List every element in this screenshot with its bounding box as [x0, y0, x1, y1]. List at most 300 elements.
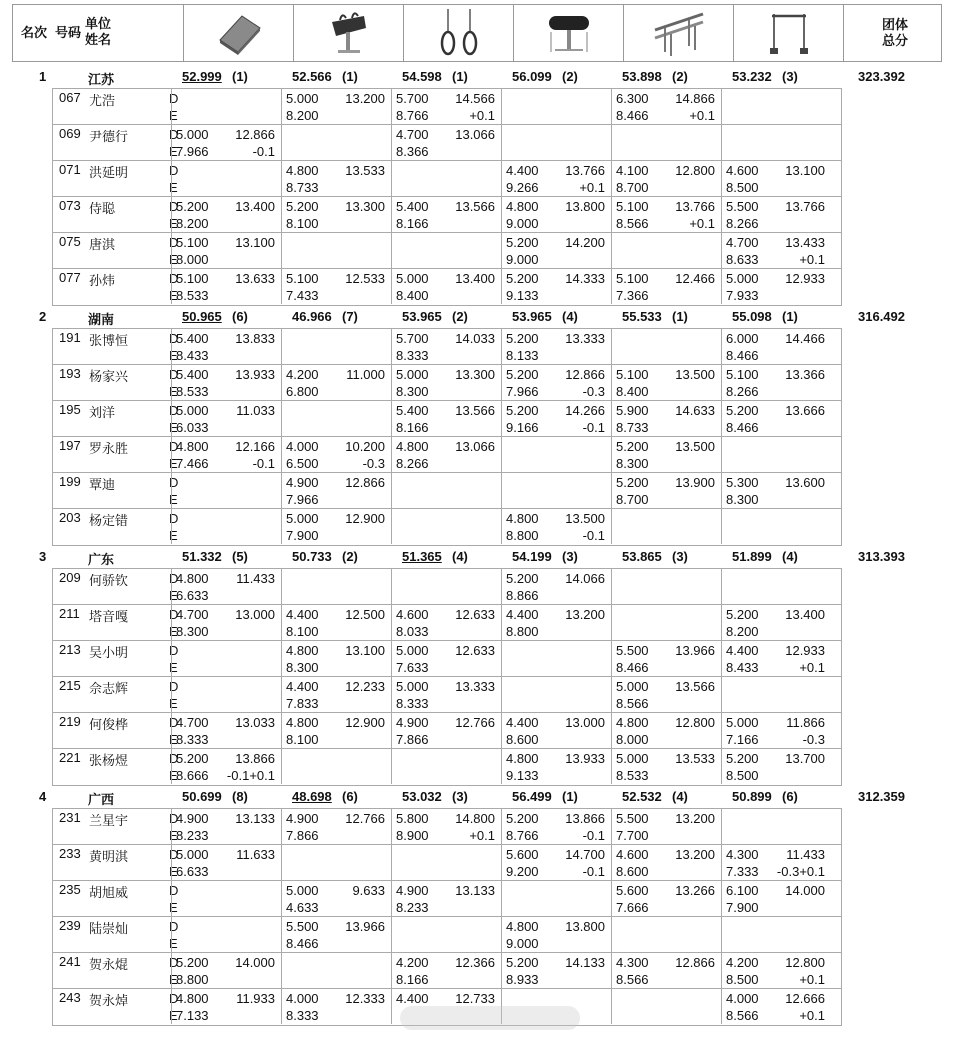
athlete-name: 塔音嘎	[89, 609, 129, 624]
e-score: 8.566	[616, 216, 649, 231]
d-score: 5.100	[616, 271, 649, 286]
total-score: 13.600	[785, 475, 825, 490]
team-apparatus-rank: (2)	[672, 69, 688, 84]
e-label: E	[169, 696, 178, 711]
score-cell	[721, 401, 831, 436]
total-score: 13.100	[785, 163, 825, 178]
score-cell	[391, 401, 501, 436]
d-score: 5.100	[286, 271, 319, 286]
score-cell	[391, 641, 501, 676]
d-score: 5.000	[396, 679, 429, 694]
total-score: 12.500	[345, 607, 385, 622]
team-apparatus-rank: (1)	[782, 309, 798, 324]
d-score: 5.500	[616, 811, 649, 826]
e-score: 8.233	[396, 900, 429, 915]
e-score: 8.300	[286, 660, 319, 675]
athlete-number: 215	[59, 678, 81, 693]
e-score: 4.633	[286, 900, 319, 915]
e-label: E	[169, 108, 178, 123]
e-label: E	[169, 588, 178, 603]
e-label: E	[169, 420, 178, 435]
score-cell	[501, 161, 611, 196]
total-score: 13.966	[675, 643, 715, 658]
score-cell	[171, 197, 281, 232]
d-score: 5.200	[506, 955, 539, 970]
total-score: 12.366	[455, 955, 495, 970]
table-header	[12, 4, 942, 62]
d-score: 5.500	[726, 199, 759, 214]
e-score: 7.833	[286, 696, 319, 711]
total-score: 12.466	[675, 271, 715, 286]
d-score: 4.900	[396, 883, 429, 898]
athlete-row	[53, 881, 841, 917]
e-score: 8.766	[506, 828, 539, 843]
d-score: 4.400	[286, 607, 319, 622]
total-score: 13.766	[565, 163, 605, 178]
d-label: D	[169, 607, 179, 622]
d-label: D	[169, 163, 179, 178]
d-score: 4.900	[286, 475, 319, 490]
e-score: 8.666	[176, 768, 209, 783]
score-cell	[501, 713, 611, 748]
score-cell	[721, 881, 831, 916]
total-score: 13.833	[235, 331, 275, 346]
d-score: 5.000	[616, 679, 649, 694]
total-score: 12.766	[345, 811, 385, 826]
athlete-name: 张博恒	[89, 333, 129, 348]
e-score: 6.033	[176, 420, 209, 435]
total-score: 14.200	[565, 235, 605, 250]
total-score: 13.500	[565, 511, 605, 526]
team-apparatus-rank: (5)	[232, 549, 248, 564]
athlete-number: 191	[59, 330, 81, 345]
total-score: 13.800	[565, 199, 605, 214]
d-score: 4.000	[286, 991, 319, 1006]
e-score: 8.333	[396, 348, 429, 363]
athlete-name: 杨家兴	[89, 369, 129, 384]
total-score: 14.000	[785, 883, 825, 898]
e-label: E	[169, 492, 178, 507]
score-cell	[721, 605, 831, 640]
e-label: E	[169, 288, 178, 303]
total-score: 12.633	[455, 607, 495, 622]
e-score: 8.100	[286, 732, 319, 747]
d-score: 4.700	[176, 607, 209, 622]
team-apparatus-score: 53.865	[622, 549, 662, 564]
score-cell	[721, 749, 831, 784]
d-score: 5.700	[396, 331, 429, 346]
d-score: 4.700	[396, 127, 429, 142]
team-apparatus-rank: (2)	[452, 309, 468, 324]
total-score: 13.700	[785, 751, 825, 766]
score-cell	[281, 125, 391, 160]
athlete-block	[52, 568, 842, 786]
athlete-row	[53, 233, 841, 269]
score-cell	[611, 845, 721, 880]
e-score: 8.200	[286, 108, 319, 123]
team-row	[12, 308, 942, 326]
bonus-score: -0.3+0.1	[776, 864, 825, 879]
score-cell	[391, 125, 501, 160]
athlete-row	[53, 749, 841, 785]
athlete-row	[53, 125, 841, 161]
athlete-name: 唐淇	[89, 237, 116, 252]
score-cell	[171, 713, 281, 748]
score-cell	[281, 845, 391, 880]
d-score: 6.300	[616, 91, 649, 106]
team-apparatus-score: 52.999	[182, 69, 222, 84]
athlete-number: 203	[59, 510, 81, 525]
athlete-block	[52, 808, 842, 1026]
score-cell	[611, 269, 721, 304]
score-cell	[721, 677, 831, 712]
d-score: 4.800	[506, 511, 539, 526]
total-score: 14.033	[455, 331, 495, 346]
team-total-header	[843, 5, 943, 61]
d-label: D	[169, 331, 179, 346]
team-apparatus-score: 51.899	[732, 549, 772, 564]
score-cell	[391, 233, 501, 268]
e-score: 8.266	[726, 384, 759, 399]
d-score: 6.100	[726, 883, 759, 898]
total-score: 11.633	[236, 847, 275, 862]
d-score: 4.600	[726, 163, 759, 178]
e-label: E	[169, 864, 178, 879]
e-score: 8.300	[616, 456, 649, 471]
athlete-row	[53, 161, 841, 197]
d-label: D	[169, 751, 179, 766]
total-score: 13.033	[235, 715, 275, 730]
d-score: 5.900	[616, 403, 649, 418]
score-cell	[721, 569, 831, 604]
total-score: 13.400	[235, 199, 275, 214]
score-cell	[281, 473, 391, 508]
score-cell	[171, 569, 281, 604]
e-label: E	[169, 828, 178, 843]
score-cell	[171, 677, 281, 712]
team-total-score: 316.492	[858, 309, 905, 324]
floor-header	[183, 5, 293, 61]
total-score: 13.933	[235, 367, 275, 382]
score-cell	[611, 989, 721, 1024]
e-score: 6.633	[176, 864, 209, 879]
score-cell	[721, 845, 831, 880]
athlete-number: 235	[59, 882, 81, 897]
d-score: 4.800	[176, 571, 209, 586]
d-label: D	[169, 127, 179, 142]
total-score: 13.066	[455, 127, 495, 142]
e-label: E	[169, 384, 178, 399]
athlete-row	[53, 365, 841, 401]
d-score: 5.000	[726, 715, 759, 730]
team-apparatus-rank: (2)	[562, 69, 578, 84]
athlete-row	[53, 401, 841, 437]
score-cell	[281, 809, 391, 844]
team-apparatus-score: 50.965	[182, 309, 222, 324]
score-cell	[281, 197, 391, 232]
d-label: D	[169, 991, 179, 1006]
bonus-score: +0.1	[689, 108, 715, 123]
athlete-number: 231	[59, 810, 81, 825]
e-score: 8.800	[506, 624, 539, 639]
d-score: 5.500	[616, 643, 649, 658]
bonus-score: -0.1	[252, 456, 275, 471]
bonus-score: -0.1	[252, 144, 275, 159]
team-apparatus-score: 50.899	[732, 789, 772, 804]
team-apparatus-score: 53.232	[732, 69, 772, 84]
total-score: 12.900	[345, 715, 385, 730]
athlete-name: 贺永焯	[89, 993, 129, 1008]
score-cell	[281, 641, 391, 676]
d-label: D	[169, 847, 179, 862]
team-rank: 4	[39, 789, 47, 804]
e-score: 8.266	[396, 456, 429, 471]
score-cell	[281, 161, 391, 196]
score-cell	[501, 437, 611, 472]
rank-header: 名次	[21, 25, 48, 40]
athlete-number: 077	[59, 270, 81, 285]
d-score: 5.000	[176, 847, 209, 862]
e-score: 8.766	[396, 108, 429, 123]
total-score: 11.933	[236, 991, 275, 1006]
d-label: D	[169, 367, 179, 382]
athlete-name: 尹德行	[89, 129, 129, 144]
d-score: 5.200	[506, 271, 539, 286]
athlete-row	[53, 641, 841, 677]
score-cell	[171, 125, 281, 160]
score-cell	[281, 677, 391, 712]
team-rank: 2	[39, 309, 47, 324]
total-score: 13.000	[565, 715, 605, 730]
d-score: 5.200	[506, 403, 539, 418]
score-cell	[611, 329, 721, 364]
score-cell	[281, 269, 391, 304]
team-apparatus-rank: (6)	[232, 309, 248, 324]
team-apparatus-rank: (6)	[782, 789, 798, 804]
e-score: 7.900	[286, 528, 319, 543]
e-score: 8.500	[726, 180, 759, 195]
total-score: 13.133	[455, 883, 495, 898]
total-score: 13.800	[565, 919, 605, 934]
athlete-row	[53, 677, 841, 713]
athlete-row	[53, 953, 841, 989]
e-score: 8.733	[616, 420, 649, 435]
bonus-score: -0.3	[802, 732, 825, 747]
athlete-number: 241	[59, 954, 81, 969]
e-score: 8.333	[396, 696, 429, 711]
team-name: 江苏	[88, 72, 115, 87]
e-score: 8.433	[176, 348, 209, 363]
score-cell	[501, 749, 611, 784]
d-score: 5.300	[726, 475, 759, 490]
team-apparatus-rank: (3)	[452, 789, 468, 804]
e-score: 9.000	[506, 216, 539, 231]
total-score: 13.533	[675, 751, 715, 766]
bonus-score: +0.1	[579, 180, 605, 195]
athlete-row	[53, 509, 841, 545]
total-score: 13.633	[235, 271, 275, 286]
e-score: 8.133	[506, 348, 539, 363]
d-score: 4.800	[176, 991, 209, 1006]
e-score: 7.866	[396, 732, 429, 747]
score-cell	[501, 473, 611, 508]
team-row	[12, 548, 942, 566]
team-apparatus-rank: (3)	[672, 549, 688, 564]
total-score: 13.766	[785, 199, 825, 214]
total-score: 14.000	[235, 955, 275, 970]
d-score: 4.600	[616, 847, 649, 862]
athlete-number: 239	[59, 918, 81, 933]
score-cell	[281, 953, 391, 988]
total-score: 13.100	[235, 235, 275, 250]
d-score: 4.600	[396, 607, 429, 622]
score-cell	[391, 953, 501, 988]
total-score: 12.866	[675, 955, 715, 970]
d-score: 5.200	[726, 403, 759, 418]
d-score: 4.400	[506, 163, 539, 178]
d-score: 5.000	[396, 367, 429, 382]
d-score: 5.200	[616, 439, 649, 454]
team-total-score: 323.392	[858, 69, 905, 84]
d-score: 5.100	[616, 199, 649, 214]
e-score: 8.500	[726, 768, 759, 783]
name-header: 姓名	[85, 32, 112, 47]
bonus-score: +0.1	[469, 828, 495, 843]
d-score: 4.800	[396, 439, 429, 454]
score-cell	[611, 401, 721, 436]
d-score: 4.800	[286, 715, 319, 730]
team-rank: 1	[39, 69, 47, 84]
floor-icon	[214, 10, 264, 56]
team-apparatus-rank: (3)	[562, 549, 578, 564]
e-score: 8.466	[286, 936, 319, 951]
score-cell	[611, 677, 721, 712]
team-apparatus-score: 50.733	[292, 549, 332, 564]
total-score: 13.200	[675, 847, 715, 862]
total-score: 13.300	[455, 367, 495, 382]
athlete-number: 073	[59, 198, 81, 213]
d-label: D	[169, 403, 179, 418]
e-score: 6.500	[286, 456, 319, 471]
e-score: 7.900	[726, 900, 759, 915]
total-score: 14.633	[675, 403, 715, 418]
d-label: D	[169, 475, 179, 490]
score-cell	[281, 233, 391, 268]
d-score: 6.000	[726, 331, 759, 346]
score-cell	[611, 473, 721, 508]
d-label: D	[169, 271, 179, 286]
score-cell	[171, 437, 281, 472]
total-score: 11.433	[236, 571, 275, 586]
score-cell	[611, 233, 721, 268]
d-score: 5.200	[506, 331, 539, 346]
athlete-name: 何俊桦	[89, 717, 129, 732]
athlete-name: 罗永胜	[89, 441, 129, 456]
athlete-number: 071	[59, 162, 81, 177]
total-score: 14.333	[565, 271, 605, 286]
e-label: E	[169, 456, 178, 471]
score-cell	[171, 845, 281, 880]
e-score: 8.000	[616, 732, 649, 747]
d-score: 5.000	[176, 403, 209, 418]
team-apparatus-rank: (1)	[672, 309, 688, 324]
score-cell	[171, 509, 281, 544]
athlete-number: 221	[59, 750, 81, 765]
d-score: 5.600	[506, 847, 539, 862]
d-label: D	[169, 439, 179, 454]
d-score: 5.200	[176, 955, 209, 970]
e-score: 9.266	[506, 180, 539, 195]
score-cell	[281, 605, 391, 640]
e-score: 8.100	[286, 216, 319, 231]
d-score: 4.200	[286, 367, 319, 382]
score-cell	[171, 989, 281, 1024]
team-total-label-1: 团体	[882, 17, 909, 32]
score-cell	[171, 269, 281, 304]
d-score: 5.400	[176, 367, 209, 382]
team-apparatus-rank: (1)	[562, 789, 578, 804]
score-cell	[611, 749, 721, 784]
e-score: 8.566	[616, 972, 649, 987]
e-score: 8.533	[176, 384, 209, 399]
e-score: 8.466	[616, 108, 649, 123]
score-cell	[611, 197, 721, 232]
athlete-name: 覃迪	[89, 477, 116, 492]
athlete-number: 243	[59, 990, 81, 1005]
d-score: 5.000	[726, 271, 759, 286]
score-cell	[721, 125, 831, 160]
score-cell	[721, 809, 831, 844]
athlete-number: 213	[59, 642, 81, 657]
athlete-number: 209	[59, 570, 81, 585]
d-score: 4.800	[286, 163, 319, 178]
parallel-bars-header	[623, 5, 733, 61]
unit-header: 单位	[85, 16, 112, 31]
score-cell	[721, 161, 831, 196]
e-score: 7.133	[176, 1008, 209, 1023]
d-score: 5.100	[726, 367, 759, 382]
watermark-overlay	[400, 1006, 580, 1030]
total-score: 12.800	[675, 163, 715, 178]
total-score: 13.200	[565, 607, 605, 622]
total-score: 14.066	[565, 571, 605, 586]
e-score: 7.666	[616, 900, 649, 915]
e-label: E	[169, 660, 178, 675]
score-cell	[611, 641, 721, 676]
total-score: 13.200	[675, 811, 715, 826]
athlete-number: 193	[59, 366, 81, 381]
e-score: 8.466	[726, 348, 759, 363]
bonus-score: +0.1	[469, 108, 495, 123]
total-score: 11.433	[786, 847, 825, 862]
d-score: 5.600	[616, 883, 649, 898]
e-score: 9.000	[506, 252, 539, 267]
rings-icon	[434, 7, 484, 59]
score-cell	[171, 917, 281, 952]
d-label: D	[169, 919, 179, 934]
e-label: E	[169, 144, 178, 159]
e-score: 8.800	[176, 972, 209, 987]
d-score: 4.400	[286, 679, 319, 694]
score-cell	[391, 881, 501, 916]
d-score: 4.700	[726, 235, 759, 250]
e-score: 8.533	[616, 768, 649, 783]
total-score: 12.800	[785, 955, 825, 970]
total-score: 12.866	[565, 367, 605, 382]
team-apparatus-score: 50.699	[182, 789, 222, 804]
e-score: 9.200	[506, 864, 539, 879]
d-label: D	[169, 643, 179, 658]
